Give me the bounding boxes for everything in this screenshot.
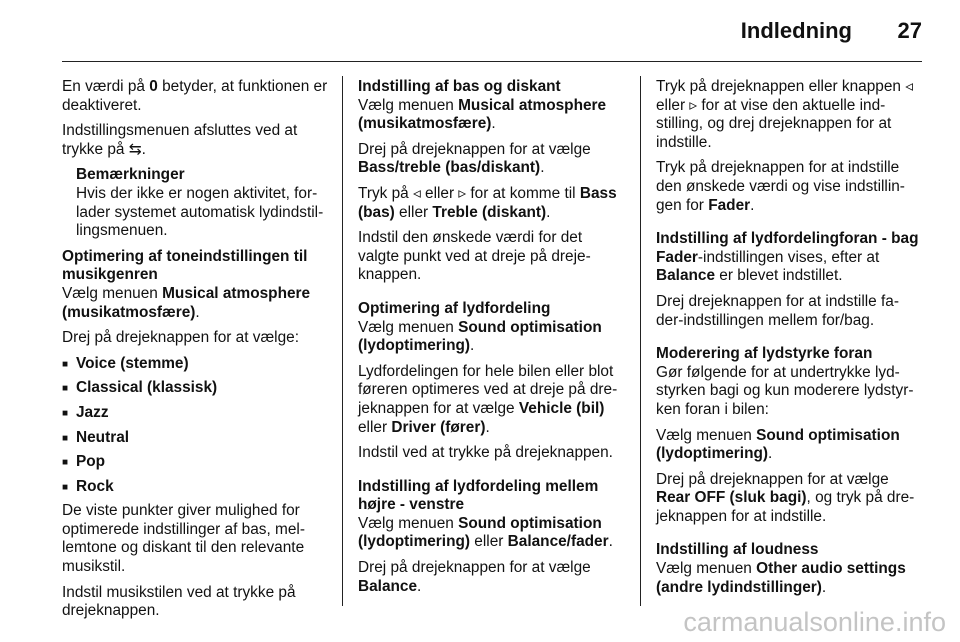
- list-item: ■ Jazz: [62, 404, 330, 424]
- paragraph: Vælg menuen Sound optimisation (lydoptimering) eller Balance/fader.: [358, 514, 613, 551]
- paragraph: Vælg menuen Sound optimisation (lydoptimering).: [358, 318, 602, 355]
- paragraph: En værdi på 0 betyder, at funktionen er deaktiveret.: [62, 78, 328, 114]
- paragraph: Tryk på drejeknappen eller knappen ◃ eller ▹ for at vise den aktuelle ind-stilling, og drej drejeknappen for at indstille.: [656, 78, 913, 151]
- paragraph: Vælg menuen Other audio settings (andre lydindstillinger).: [656, 560, 906, 596]
- paragraph: Tryk på drejeknappen for at indstille den ønskede værdi og vise indstillin-gen for Fader.: [656, 159, 905, 214]
- paragraph: Indstil den ønskede værdi for det valgte punkt ved at dreje på dreje-knappen.: [358, 229, 591, 284]
- column-1: [62, 78, 330, 628]
- bullet-icon: ■: [62, 407, 69, 419]
- paragraph: Fader-indstillingen vises, efter at Balance er blevet indstillet.: [656, 248, 880, 285]
- column-2: [358, 78, 624, 603]
- page-header: [0, 0, 960, 60]
- section-heading: Optimering af lydfordeling: [358, 299, 551, 317]
- page-title: Indledning: [740, 18, 852, 43]
- paragraph: Drej på drejeknappen for at vælge:: [62, 329, 299, 347]
- list-item: ■ Pop: [62, 453, 330, 473]
- section-heading: Moderering af lydstyrke foran: [656, 345, 873, 363]
- section-heading: Indstilling af loudness: [656, 541, 819, 559]
- paragraph: Lydfordelingen for hele bilen eller blot føreren optimeres ved at dreje på dre-jeknappen for at vælge Vehicle (bil) eller Driver (fører).: [358, 362, 618, 436]
- bullet-icon: ■: [62, 457, 69, 469]
- bullet-icon: ■: [62, 432, 69, 444]
- bullet-icon: ■: [62, 358, 69, 370]
- note-text: Hvis der ikke er nogen aktivitet, for-lader systemet automatisk lydindstil-lingsmenuen.: [76, 184, 324, 240]
- bullet-icon: ■: [62, 383, 69, 395]
- paragraph: Drej på drejeknappen for at vælge Bass/treble (bas/diskant).: [358, 140, 591, 177]
- genre-list: [62, 355, 330, 498]
- column-3: [656, 78, 924, 604]
- section-heading: Indstilling af lydfordeling mellem højre - venstre: [358, 477, 599, 514]
- paragraph: Vælg menuen Musical atmosphere (musikatmosfære).: [358, 96, 607, 133]
- section-heading: Optimering af toneindstillingen til musikgenren: [62, 247, 308, 284]
- section-heading: Indstilling af lydfordelingforan - bag: [656, 230, 919, 248]
- note-box: [76, 166, 330, 240]
- paragraph: Indstillingsmenuen afsluttes ved at trykke på ⇆.: [62, 122, 298, 158]
- paragraph: Vælg menuen Sound optimisation (lydoptimering).: [656, 426, 900, 463]
- bullet-icon: ■: [62, 481, 69, 493]
- paragraph: Vælg menuen Musical atmosphere (musikatmosfære).: [62, 284, 311, 321]
- paragraph: Drej på drejeknappen for at vælge Rear OFF (sluk bagi), og tryk på dre-jeknappen for at indstille.: [656, 470, 915, 525]
- header-rule: [62, 61, 922, 62]
- list-item: ■ Classical (klassisk): [62, 379, 330, 399]
- watermark: carmanualsonline.info: [683, 607, 946, 637]
- paragraph: Tryk på ◃ eller ▹ for at komme til Bass (bas) eller Treble (diskant).: [358, 184, 617, 221]
- list-item: ■ Neutral: [62, 429, 330, 449]
- paragraph: Drej på drejeknappen for at vælge Balance.: [358, 559, 591, 595]
- back-button-icon: ⇆: [128, 140, 142, 158]
- page-number: 27: [897, 18, 922, 43]
- list-item: ■ Rock: [62, 478, 330, 498]
- column-divider: [342, 76, 343, 606]
- column-divider: [640, 76, 641, 606]
- paragraph: De viste punkter giver mulighed for optimerede indstillinger af bas, mel-lemtone og diskant til den relevante musikstil.: [62, 502, 305, 576]
- note-heading: Bemærkninger: [76, 166, 185, 184]
- paragraph: Gør følgende for at undertrykke lyd-styrken bagi og kun moderere lydstyr-ken foran i bilen:: [656, 363, 914, 418]
- paragraph: Drej drejeknappen for at indstille fa-der-indstillingen mellem for/bag.: [656, 292, 899, 329]
- section-heading: Indstilling af bas og diskant: [358, 78, 561, 95]
- paragraph: Indstil musikstilen ved at trykke på drejeknappen.: [62, 583, 296, 620]
- list-item: ■ Voice (stemme): [62, 355, 330, 375]
- paragraph: Indstil ved at trykke på drejeknappen.: [358, 444, 613, 462]
